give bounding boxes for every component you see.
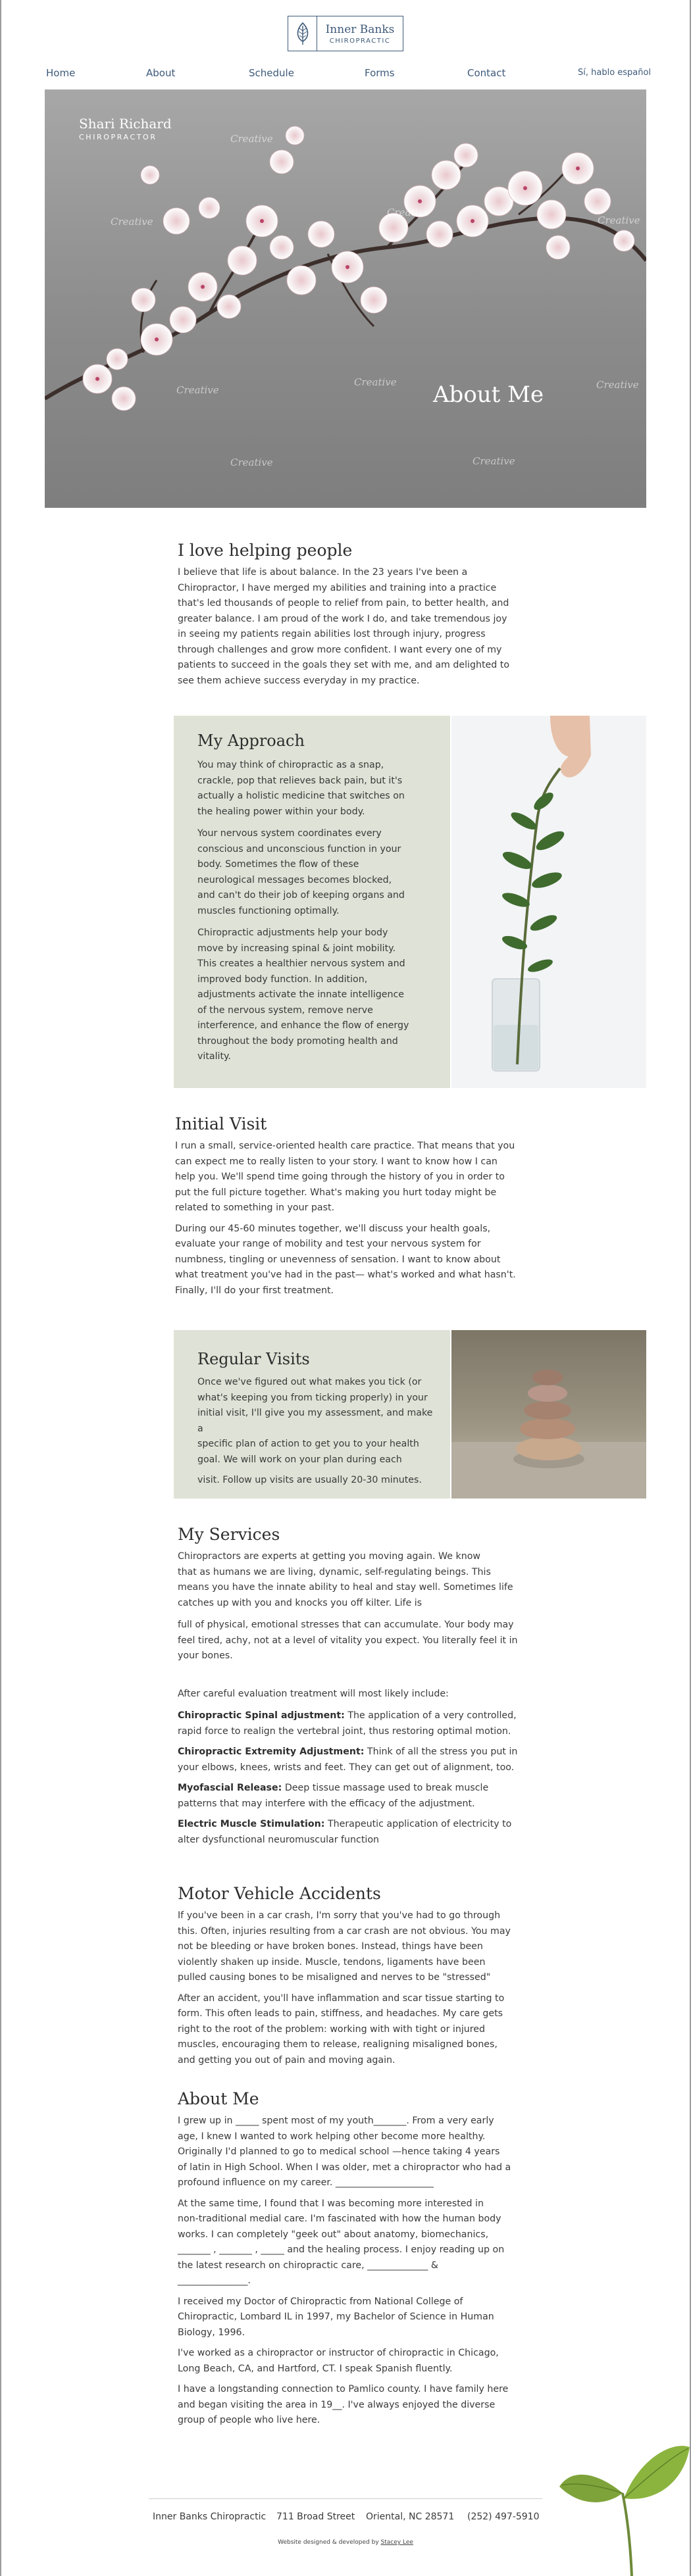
- text-line: Your nervous system coordinates every: [197, 828, 382, 839]
- footer-street: 711 Broad Street: [276, 2512, 355, 2522]
- text-line: neurological messages becomes blocked,: [197, 874, 392, 885]
- services-heading: My Services: [178, 1525, 280, 1544]
- text-line: _______ , _______ , _____ and the healing process. I enjoy reading up on: [178, 2244, 505, 2255]
- text-line: right to the root of the problem: working with with tight or injured: [178, 2023, 486, 2035]
- service-item: Chiropractic Extremity Adjustment: Think of all the stress you put in: [178, 1746, 518, 1757]
- text-line: not be bleeding or have broken bones. Instead, things have been: [178, 1941, 483, 1952]
- motor-text: [178, 1908, 520, 2068]
- text-line: Once we've figured out what makes you tick (or: [197, 1377, 422, 1387]
- text-line: pulled causing bones to be misaligned and nerves to be "stressed": [178, 1972, 491, 1983]
- text-line: I grew up in _____ spent most of my youth_______. From a very early: [178, 2116, 494, 2126]
- text-line: evaluate your range of mobility and test your nervous system for: [175, 1239, 481, 1249]
- logo[interactable]: [288, 16, 403, 51]
- nav-home[interactable]: Home: [46, 67, 76, 79]
- text-line: this. Often, injuries resulting from a car crash are not obvious. You may: [178, 1925, 511, 1937]
- text-line: Chiropractic, Lombard IL in 1997, my Bachelor of Science in Human: [178, 2312, 494, 2322]
- text-line: your bones.: [178, 1650, 233, 1661]
- hero-brand-name: Shari Richard: [79, 116, 172, 132]
- text-line: I believe that life is about balance. In the 23 years I've been a: [178, 567, 468, 578]
- text-line: numbness, tingling or unevenness of sensation. I want to know about: [175, 1254, 501, 1265]
- text-line: feel tired, achy, not at a level of vitality you expect. You literally feel it in: [178, 1635, 518, 1646]
- intro-section: [178, 541, 520, 689]
- text-line: through challenges and grow more confident. I want every one of my: [178, 644, 502, 655]
- credit-prefix: Website designed & developed by: [278, 2539, 381, 2546]
- initial-visit-section: [175, 1114, 517, 1299]
- stones-image: [451, 1330, 646, 1499]
- text-line: what's keeping you from ticking properly) in your: [197, 1392, 428, 1403]
- intro-heading: I love helping people: [178, 541, 353, 560]
- main-nav: [0, 67, 691, 80]
- about-section: [178, 2089, 520, 2429]
- text-line: crackle, pop that relieves back pain, but it's: [197, 775, 403, 786]
- text-line: help you. We'll spend time going through the history of you in order to: [175, 1172, 505, 1182]
- text-line: your elbows, knees, wrists and feet. They can get out of alignment, too.: [178, 1762, 515, 1773]
- text-line: and began visiting the area in 19__. I've always enjoyed the diverse: [178, 2399, 496, 2410]
- text-line: goal. We will work on your plan during each: [197, 1454, 402, 1465]
- service-item: Chiropractic Spinal adjustment: The application of a very controlled,: [178, 1710, 517, 1721]
- approach-text: [197, 758, 434, 1065]
- text-line: that's led thousands of people to relief from pain, to better health, and: [178, 598, 509, 608]
- text-line: initial visit, I'll give you my assessment, and make a: [197, 1408, 433, 1434]
- initial-visit-heading: Initial Visit: [175, 1114, 267, 1133]
- text-line: of the nervous system, remove nerve: [197, 1004, 373, 1016]
- text-line: patterns that may interfere with the efficacy of the adjustment.: [178, 1798, 475, 1809]
- text-line: interference, and enhance the flow of energy: [197, 1020, 409, 1031]
- text-line: what treatment you've had in the past— what's worked and what hasn't.: [175, 1270, 516, 1280]
- text-line: I've worked as a chiropractor or instructor of chiropractic in Chicago,: [178, 2348, 499, 2358]
- text-line: muscles, encouraging them to release, realigning misaligned bones,: [178, 2039, 498, 2050]
- text-line: During our 45-60 minutes together, we'll discuss your health goals,: [175, 1223, 491, 1234]
- footer-credit: [0, 2539, 691, 2546]
- leaves-image: [559, 2394, 690, 2576]
- hero-brand-subtitle: CHIROPRACTOR: [79, 133, 157, 141]
- text-line: I run a small, service-oriented health care practice. That means that you: [175, 1141, 515, 1151]
- about-text: [178, 2114, 520, 2429]
- motor-heading: Motor Vehicle Accidents: [178, 1884, 381, 1903]
- regular-visits-text: [197, 1375, 441, 1489]
- text-line: Chiropractic adjustments help your body: [197, 928, 388, 938]
- text-line: specific plan of action to get you to your health: [197, 1439, 419, 1449]
- text-line: Chiropractors are experts at getting you moving again. We know: [178, 1551, 480, 1562]
- footer-divider: [149, 2498, 542, 2499]
- watermark: Creative: [176, 384, 219, 396]
- text-line: Finally, I'll do your first treatment.: [175, 1285, 334, 1296]
- text-line: greater balance. I am proud of the work I do, and take tremendous joy: [178, 613, 507, 624]
- text-line: can expect me to really listen to your story. I want to know how I can: [175, 1156, 498, 1167]
- about-heading: About Me: [178, 2089, 259, 2108]
- text-line: body. Sometimes the flow of these: [197, 859, 359, 870]
- text-line: patients to succeed in the goals they set with me, and am delighted to: [178, 660, 510, 670]
- text-line: Chiropractor, I have merged my abilities and training into a practice: [178, 582, 497, 593]
- watermark: Creative: [596, 379, 639, 391]
- watermark: Creative: [387, 207, 430, 218]
- text-line: _______________.: [178, 2275, 251, 2286]
- text-line: profound influence on my career. _____________________: [178, 2177, 434, 2188]
- text-line: move by increasing spinal & joint mobility.: [197, 943, 396, 954]
- text-line: At the same time, I found that I was becoming more interested in: [178, 2198, 484, 2209]
- text-line: age, I knew I wanted to work helping other become more healthy.: [178, 2131, 486, 2142]
- footer-name: Inner Banks Chiropractic: [153, 2512, 267, 2522]
- services-section: [178, 1525, 520, 1848]
- text-line: full of physical, emotional stresses that can accumulate. Your body may: [178, 1620, 514, 1630]
- text-line: actually a holistic medicine that switches on: [197, 791, 405, 801]
- text-line: vitality.: [197, 1051, 231, 1062]
- cherry-blossom-image: [45, 89, 646, 508]
- text-line: group of people who live here.: [178, 2415, 320, 2425]
- approach-panel: [174, 716, 450, 1088]
- logo-subtitle: CHIROPRACTIC: [329, 37, 391, 45]
- watermark: Creative: [354, 376, 397, 388]
- approach-heading: My Approach: [197, 731, 305, 750]
- text-line: related to something in your past.: [175, 1202, 335, 1213]
- text-line: This creates a healthier nervous system and: [197, 958, 405, 969]
- text-line: Long Beach, CA, and Hartford, CT. I speak Spanish fluently.: [178, 2363, 453, 2374]
- text-line: see them achieve success everyday in my practice.: [178, 675, 420, 686]
- regular-visits-panel: [174, 1330, 450, 1499]
- text-line: the latest research on chiropractic care, _____________ &: [178, 2260, 438, 2271]
- logo-name: Inner Banks: [325, 22, 395, 36]
- text-line: form. This often leads to pain, stiffness, and headaches. My care gets: [178, 2008, 503, 2019]
- text-line: works. I can completely "geek out" about anatomy, biomechanics,: [178, 2229, 489, 2240]
- watermark: Creative: [111, 216, 153, 228]
- text-line: alter dysfunctional neuromuscular function: [178, 1834, 380, 1845]
- initial-visit-text: [175, 1139, 517, 1299]
- plant-image: [451, 716, 646, 1088]
- watermark: Creative: [230, 457, 273, 468]
- motor-section: [178, 1884, 520, 2068]
- watermark: Creative: [230, 133, 273, 145]
- leaf-icon: [288, 16, 317, 51]
- hero-banner: [45, 89, 646, 508]
- text-line: the healing power within your body.: [197, 806, 365, 817]
- watermark: Creative: [598, 214, 640, 226]
- text-line: I have a longstanding connection to Pamlico county. I have family here: [178, 2384, 509, 2394]
- text-line: You may think of chiropractic as a snap,: [197, 760, 384, 770]
- watermark: Creative: [473, 455, 515, 467]
- nav-forms[interactable]: Forms: [365, 67, 395, 79]
- text-line: visit. Follow up visits are usually 20-30 minutes.: [197, 1475, 422, 1485]
- nav-schedule[interactable]: Schedule: [249, 67, 294, 79]
- intro-text: [178, 565, 520, 689]
- text-line: that as humans we are living, dynamic, self-regulating beings. This: [178, 1566, 491, 1577]
- footer-phone[interactable]: (252) 497-5910: [467, 2512, 540, 2522]
- text-line: Biology, 1996.: [178, 2327, 245, 2338]
- text-line: and getting you out of pain and moving again.: [178, 2054, 396, 2066]
- text-line: violently shaken up inside. Muscle, tendons, ligaments have been: [178, 1956, 486, 1968]
- text-line: throughout the body promoting health and: [197, 1035, 398, 1047]
- text-line: Originally I'd planned to go to medical school —hence taking 4 years: [178, 2146, 500, 2157]
- text-line: non-traditional medial care. I'm fascinated with how the human body: [178, 2214, 501, 2224]
- text-line: in seeing my patients regain abilities lost through injury, progress: [178, 629, 486, 639]
- regular-visits-heading: Regular Visits: [197, 1350, 310, 1368]
- text-line: catches up with you and knocks you off kilter. Life is: [178, 1597, 422, 1608]
- text-line: adjustments activate the innate intelligence: [197, 989, 405, 1000]
- hero-title: About Me: [433, 382, 544, 408]
- service-item: Myofascial Release: Deep tissue massage used to break muscle: [178, 1783, 489, 1793]
- nav-spanish[interactable]: Sí, hablo español: [578, 68, 652, 78]
- text-line: If you've been in a car crash, I'm sorry that you've had to go through: [178, 1910, 501, 1921]
- nav-about[interactable]: About: [146, 67, 176, 79]
- service-item: Electric Muscle Stimulation: Therapeutic application of electricity to: [178, 1819, 512, 1829]
- footer-city: Oriental, NC 28571: [366, 2512, 455, 2522]
- text-line: of latin in High School. When I was older, met a chiropractor who had a: [178, 2162, 511, 2173]
- text-line: I received my Doctor of Chiropractic from National College of: [178, 2296, 463, 2307]
- text-line: put the full picture together. What's making you hurt today might be: [175, 1187, 497, 1198]
- services-text: [178, 1549, 520, 1848]
- text-line: rapid force to realign the vertebral joint, thus restoring optimal motion.: [178, 1725, 511, 1737]
- services-intro: After careful evaluation treatment will most likely include:: [178, 1688, 449, 1699]
- nav-contact[interactable]: Contact: [467, 67, 506, 79]
- credit-link[interactable]: Stacey Lee: [380, 2539, 413, 2546]
- text-line: and can't do their job of keeping organs and: [197, 890, 405, 901]
- text-line: improved body function. In addition,: [197, 974, 368, 985]
- text-line: After an accident, you'll have inflammation and scar tissue starting to: [178, 1993, 505, 2004]
- text-line: conscious and unconscious function in your: [197, 843, 401, 855]
- text-line: means you have the innate ability to heal and stay well. Sometimes life: [178, 1582, 513, 1593]
- text-line: muscles functioning optimally.: [197, 905, 340, 916]
